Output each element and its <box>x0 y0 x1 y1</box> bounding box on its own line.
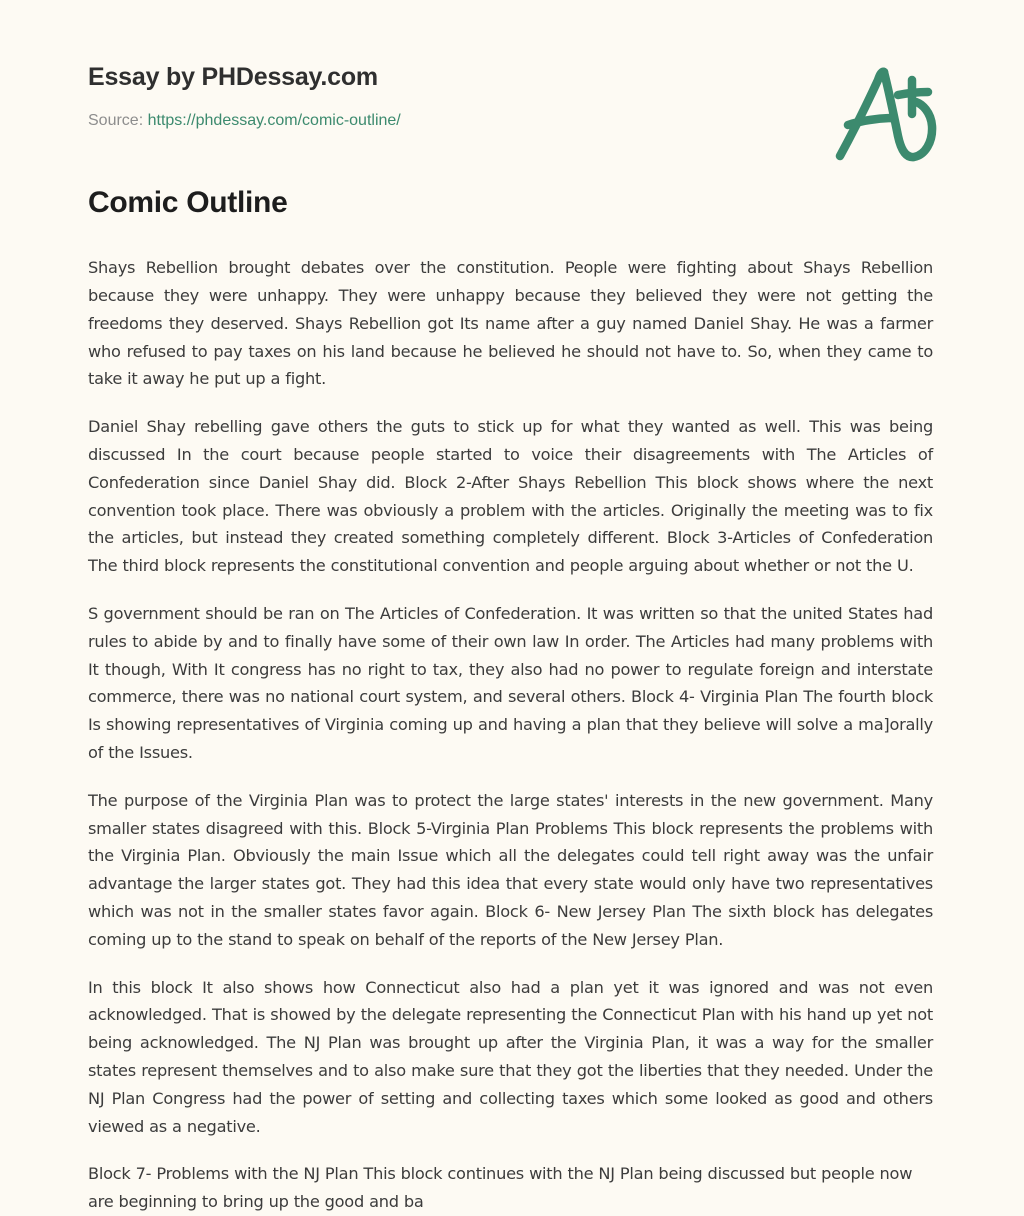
page-title: Comic Outline <box>88 185 288 219</box>
paragraph: S government should be ran on The Articles of Confederation. It was written so that the united States had rules to abide by and to finally have some of their own law In order. The Articles had many problems with It though, With It congress has no right to tax, they also had no power to regulate foreign and interstate commerce, there was no national court system, and several others. Block 4- Virginia Plan The fourth block Is showing representatives of Virginia coming up and having a plan that they believe will solve a ma]orally of the Issues. <box>88 604 933 763</box>
source-url-link[interactable]: https://phdessay.com/comic-outline/ <box>147 112 401 129</box>
paragraph-truncated: Block 7- Problems with the NJ Plan This block continues with the NJ Plan being discussed but people now are beginning to bring up the good and ba <box>88 1164 913 1212</box>
paragraph: Daniel Shay rebelling gave others the guts to stick up for what they wanted as well. This was being discussed In the court because people started to voice their disagreements with The Articles of Confederation since Daniel Shay did. Block 2-After Shays Rebellion This block shows where the next convention took place. There was obviously a problem with the articles. Originally the meeting was to fix the articles, but instead they created something completely different. Block 3-Articles of Confederation The third block represents the constitutional convention and people arguing about whether or not the U. <box>88 417 933 576</box>
paragraph: In this block It also shows how Connecticut also had a plan yet it was ignored and was not even acknowledged. That is showed by the delegate representing the Connecticut Plan with his hand up yet not being acknowledged. The NJ Plan was brought up after the Virginia Plan, it was a way for the smaller states represent themselves and to also make sure that they got the liberties that they needed. Under the NJ Plan Congress had the power of setting and collecting taxes which some looked as good and others viewed as a negative. <box>88 977 933 1136</box>
page-header <box>0 0 1024 132</box>
aplus-logo-icon <box>826 58 946 168</box>
article-body <box>88 254 933 1216</box>
article <box>0 184 1024 1216</box>
brand-title: Essay by PHDessay.com <box>88 63 378 91</box>
source-line <box>88 111 401 132</box>
source-label: Source: <box>88 112 144 129</box>
paragraph: The purpose of the Virginia Plan was to protect the large states' interests in the new government. Many smaller states disagreed with this. Block 5-Virginia Plan Problems This block represents the problems with the Virginia Plan. Obviously the main Issue which all the delegates could tell right away was the unfair advantage the larger states got. They had this idea that every state would only have two representatives which was not in the smaller states favor again. Block 6- New Jersey Plan The sixth block has delegates coming up to the stand to speak on behalf of the reports of the New Jersey Plan. <box>88 790 933 949</box>
header-left <box>88 62 401 132</box>
paragraph: Shays Rebellion brought debates over the constitution. People were fighting about Shays Rebellion because they were unhappy. They were unhappy because they believed they were not getting the freedoms they deserved. Shays Rebellion got Its name after a guy named Daniel Shay. He was a farmer who refused to pay taxes on his land because he believed he should not have to. So, when they came to take it away he put up a fight. <box>88 258 933 389</box>
